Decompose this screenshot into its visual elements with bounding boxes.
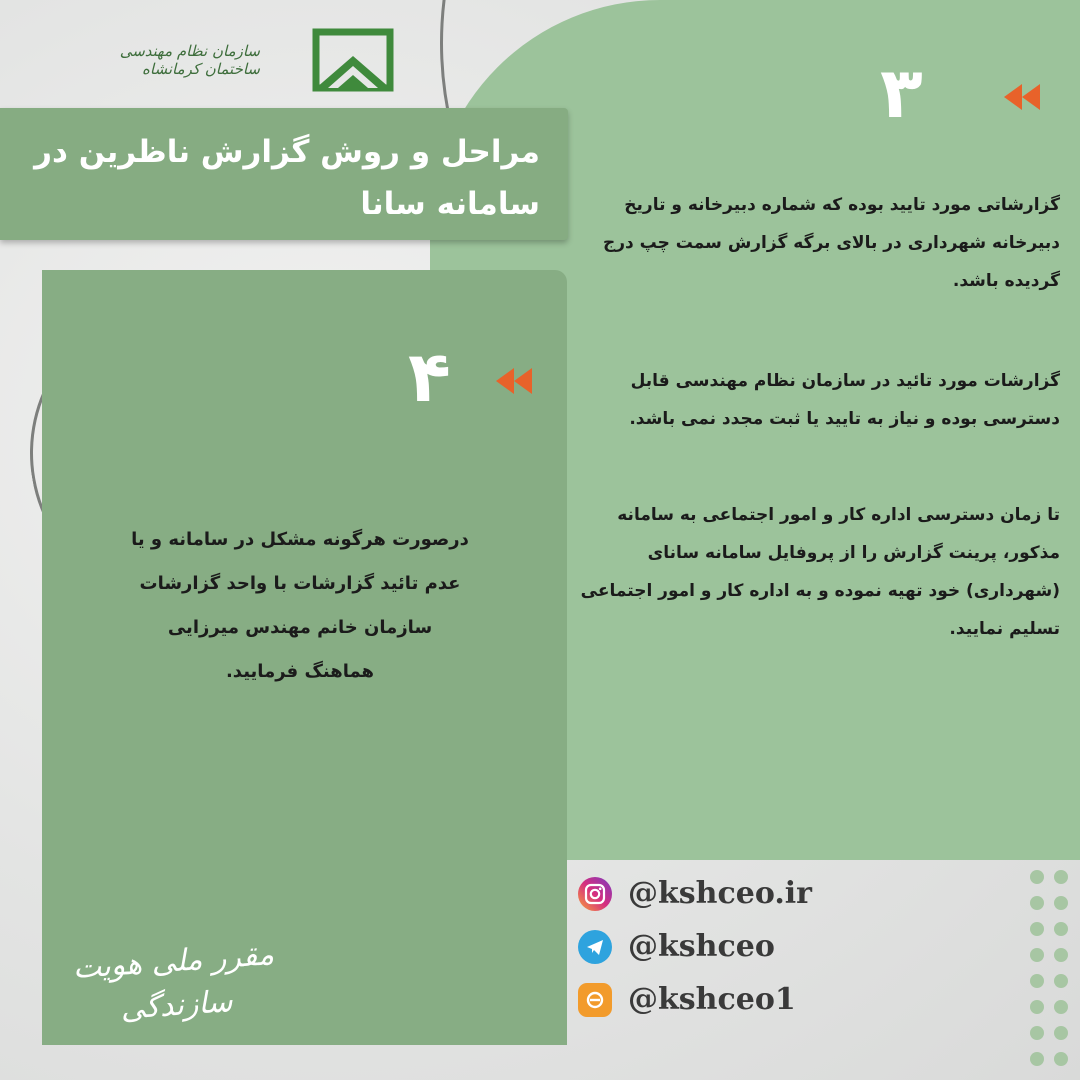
- section4-paragraph: درصورت هرگونه مشکل در سامانه و یا عدم تائید گزارشات با واحد گزارشات سازمان خانم مهندس میرزایی هماهنگ فرمایید.: [131, 529, 469, 682]
- step-number-3: ۳: [880, 52, 923, 134]
- section3-paragraph-2: گزارشات مورد تائید در سازمان نظام مهندسی قابل دسترسی بوده و نیاز به تایید یا ثبت مجدد نمی باشد.: [629, 371, 1060, 429]
- motto-calligraphy: مقرر ملی هویت سازندگی: [71, 937, 276, 1027]
- eitaa-icon: [578, 983, 612, 1017]
- eitaa-handle: @kshceo1: [628, 982, 796, 1017]
- telegram-icon: [578, 930, 612, 964]
- step-number-4: ۴: [408, 336, 451, 418]
- double-arrow-icon: [1002, 82, 1042, 112]
- section3-paragraph-1: گزارشاتی مورد تایید بوده که شماره دبیرخانه و تاریخ دبیرخانه شهرداری در بالای برگه گزارش سمت چپ درج گردیده باشد.: [602, 195, 1060, 291]
- instagram-icon: [578, 877, 612, 911]
- title-banner: [0, 108, 568, 240]
- instagram-handle: @kshceo.ir: [628, 876, 812, 911]
- social-telegram[interactable]: [578, 929, 775, 964]
- telegram-handle: @kshceo: [628, 929, 775, 964]
- decorative-dots: [1030, 870, 1080, 1080]
- social-eitaa[interactable]: [578, 982, 796, 1017]
- page-title: مراحل و روش گزارش ناظرین در سامانه سانا: [34, 134, 540, 222]
- org-logo: [60, 20, 400, 100]
- section3-paragraph-3: تا زمان دسترسی اداره کار و امور اجتماعی به سامانه مذکور، پرینت گزارش را از پروفایل سامانه سانای (شهرداری) خود تهیه نموده و به اداره کار و امور اجتماعی تسلیم نمایید.: [580, 505, 1060, 639]
- org-logo-mark: [308, 26, 398, 96]
- double-arrow-icon: [494, 366, 534, 396]
- social-instagram[interactable]: [578, 876, 812, 911]
- org-name: سازمان نظام مهندسی ساختمان کرمانشاه: [119, 42, 260, 78]
